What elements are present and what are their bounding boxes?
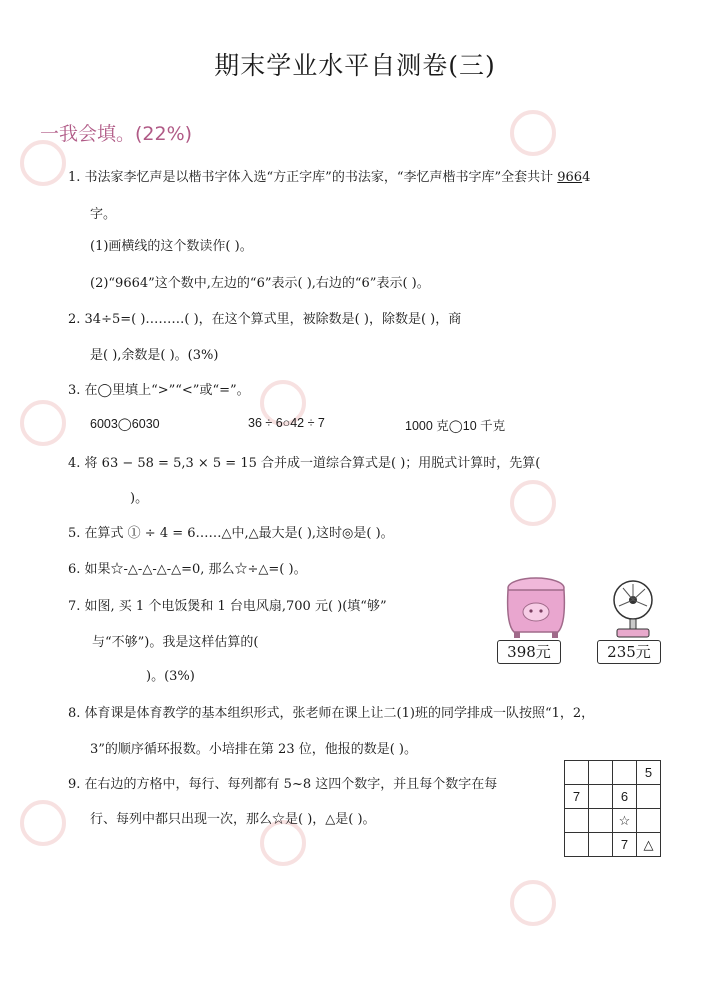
grid-cell: 5: [637, 761, 661, 785]
grid-row: [565, 809, 661, 833]
question-4: 4. 将 63 − 58 = 5,3 × 5 = 15 合并成一道综合算式是( )；用脱式计算时，先算(: [68, 456, 541, 471]
grid-cell: [613, 761, 637, 785]
q7-line-2: 与“不够”)。我是这样估算的(: [92, 635, 259, 650]
grid-cell: 6: [613, 785, 637, 809]
electric-fan-illustration: [605, 578, 661, 640]
price-tag-fan: 235元: [597, 640, 661, 664]
watermark-logo: [260, 820, 306, 871]
q7-line-3: )。(3%): [146, 669, 195, 684]
grid-row: [565, 785, 661, 809]
section-heading: 一我会填。(22%): [40, 123, 193, 145]
question-1: [68, 166, 590, 185]
q1-line-2: 字。: [90, 207, 117, 222]
q8-line-2: 3”的顺序循环报数。小培排在第 23 位，他报的数是( )。: [90, 742, 417, 757]
page-title: 期末学业水平自测卷(三): [214, 51, 496, 80]
q1-text-end: 4: [582, 170, 591, 185]
grid-row: [565, 833, 661, 857]
grid-cell: [565, 833, 589, 857]
price-tag-cooker: 398元: [497, 640, 561, 664]
grid-cell: [589, 761, 613, 785]
q1-underlined-number: 966: [557, 170, 583, 185]
grid-cell: [637, 785, 661, 809]
question-9: 9. 在右边的方格中，每行、每列都有 5~8 这四个数字，并且每个数字在每: [68, 777, 498, 792]
q3-item-3: 1000 克◯10 千克: [405, 419, 506, 433]
question-6: 6. 如果☆-△-△-△-△=0, 那么☆÷△=( )。: [68, 562, 307, 577]
watermark-logo: [20, 140, 66, 191]
rice-cooker-illustration: [500, 574, 572, 642]
q3-item-2: 36 ÷ 6○42 ÷ 7: [248, 416, 325, 430]
grid-cell: 7: [613, 833, 637, 857]
question-5: 5. 在算式 ① ÷ 4 = 6……△中,△最大是( ),这时◎是( )。: [68, 526, 394, 541]
grid-cell: [589, 785, 613, 809]
watermark-logo: [510, 880, 556, 931]
q4-line-2: )。: [130, 491, 149, 506]
question-7: 7. 如图, 买 1 个电饭煲和 1 台电风扇,700 元( )(填“够”: [68, 599, 387, 614]
watermark-logo: [510, 110, 556, 161]
grid-cell: [589, 833, 613, 857]
watermark-logo: [20, 800, 66, 851]
q9-line-2: 行、每列中都只出现一次，那么☆是( )，△是( )。: [90, 812, 376, 827]
grid-cell: 7: [565, 785, 589, 809]
q1-sub-1: (1)画横线的这个数读作( )。: [90, 239, 253, 254]
question-2: 2. 34÷5=( )………( )，在这个算式里，被除数是( )，除数是( )，商: [68, 312, 462, 327]
watermark-logo: [510, 480, 556, 531]
grid-row: [565, 761, 661, 785]
q2-line-2: 是( ),余数是( )。(3%): [90, 348, 219, 363]
q3-item-1: 6003◯6030: [90, 417, 160, 431]
q1-sub-2: (2)“9664”这个数中,左边的“6”表示( ),右边的“6”表示( )。: [90, 276, 430, 291]
number-grid: [564, 760, 661, 857]
question-8: 8. 体育课是体育教学的基本组织形式，张老师在课上让二(1)班的同学排成一队按照“1，2，: [68, 706, 595, 721]
grid-cell: ☆: [613, 809, 637, 833]
grid-cell: [565, 761, 589, 785]
grid-cell: △: [637, 833, 661, 857]
watermark-logo: [20, 400, 66, 451]
question-3: 3. 在◯里填上“>”“<”或“=”。: [68, 383, 250, 398]
q1-text: 1. 书法家李忆声是以楷书字体入选“方正字库”的书法家，“李忆声楷书字库”全套共计: [68, 170, 558, 185]
grid-cell: [589, 809, 613, 833]
grid-cell: [637, 809, 661, 833]
grid-cell: [565, 809, 589, 833]
